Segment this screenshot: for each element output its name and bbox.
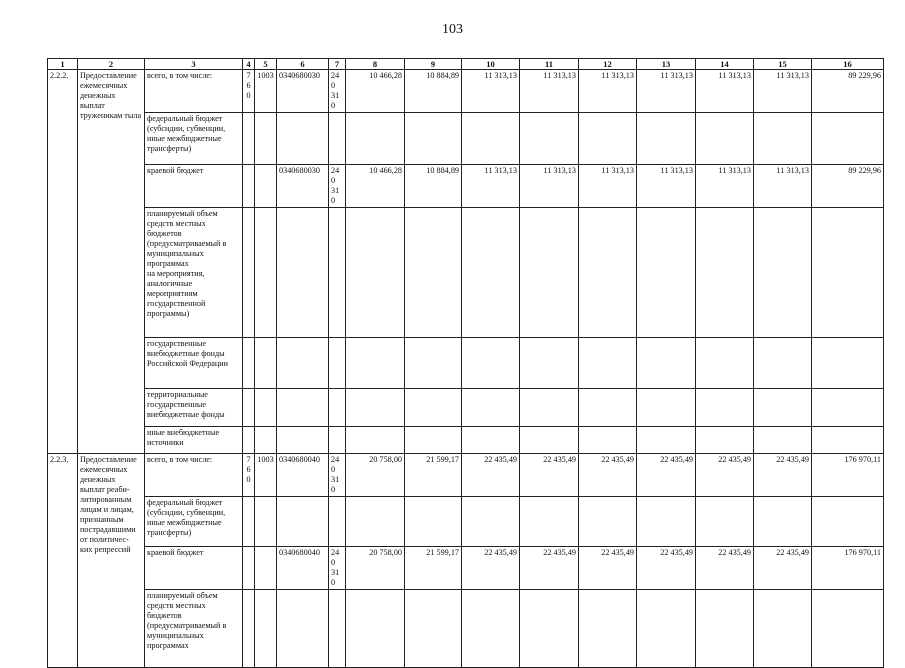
funding-source: краевой бюджет — [145, 165, 243, 208]
funding-source: иные внебюджетные источники — [145, 427, 243, 454]
funding-source: государственные внебюджетные фонды Российской Федерации — [145, 338, 243, 389]
column-header-12: 12 — [579, 59, 637, 70]
amount-cell — [812, 338, 884, 389]
target-article-code — [277, 338, 329, 389]
section-name: Предоставление ежемесячных денежных выплат труженикам тыла — [78, 70, 145, 454]
amount-cell: 11 313,13 — [462, 165, 520, 208]
amount-cell — [405, 497, 462, 547]
amount-cell — [520, 389, 579, 427]
amount-cell: 22 435,49 — [754, 454, 812, 497]
amount-cell — [812, 208, 884, 338]
funding-source: планируемый объем средств местных бюджетов (предусматриваемый в муниципальных программах на мероприятия, аналогичные мероприятиям государственной программы) — [145, 208, 243, 338]
amount-cell: 22 435,49 — [579, 454, 637, 497]
table-row — [48, 427, 884, 454]
table-row — [48, 113, 884, 165]
amount-cell — [405, 427, 462, 454]
column-header-11: 11 — [520, 59, 579, 70]
amount-cell — [462, 389, 520, 427]
amount-cell — [754, 389, 812, 427]
expense-type-code: 240 310 — [329, 165, 346, 208]
amount-cell — [346, 427, 405, 454]
amount-cell: 21 599,17 — [405, 454, 462, 497]
amount-cell — [812, 113, 884, 165]
grbs-code — [243, 165, 255, 208]
amount-cell: 22 435,49 — [462, 454, 520, 497]
amount-cell — [520, 590, 579, 668]
amount-cell — [696, 113, 754, 165]
target-article-code — [277, 113, 329, 165]
column-header-4: 4 — [243, 59, 255, 70]
amount-cell — [346, 113, 405, 165]
amount-cell — [754, 208, 812, 338]
funding-source: планируемый объем средств местных бюджетов (предусматриваемый в муниципальных программах — [145, 590, 243, 668]
amount-cell: 11 313,13 — [579, 70, 637, 113]
amount-cell — [405, 590, 462, 668]
column-header-3: 3 — [145, 59, 243, 70]
column-header-8: 8 — [346, 59, 405, 70]
grbs-code — [243, 590, 255, 668]
amount-cell — [579, 208, 637, 338]
amount-cell: 10 884,89 — [405, 70, 462, 113]
section-code: 1003 — [255, 70, 277, 113]
amount-cell: 10 466,28 — [346, 165, 405, 208]
funding-source: федеральный бюджет (субсидии, субвенции, иные межбюджетные трансферты) — [145, 497, 243, 547]
section-number: 2.2.3. — [48, 454, 78, 668]
amount-cell — [405, 389, 462, 427]
section-code — [255, 165, 277, 208]
expense-type-code: 240 310 — [329, 547, 346, 590]
amount-cell: 11 313,13 — [754, 70, 812, 113]
column-header-1: 1 — [48, 59, 78, 70]
expense-type-code — [329, 338, 346, 389]
expense-type-code — [329, 427, 346, 454]
table-row — [48, 389, 884, 427]
table-row — [48, 454, 884, 497]
amount-cell — [754, 427, 812, 454]
amount-cell: 10 466,28 — [346, 70, 405, 113]
section-code — [255, 113, 277, 165]
column-header-5: 5 — [255, 59, 277, 70]
table-row — [48, 497, 884, 547]
amount-cell: 11 313,13 — [696, 165, 754, 208]
table-row — [48, 590, 884, 668]
target-article-code — [277, 427, 329, 454]
amount-cell: 22 435,49 — [520, 547, 579, 590]
expense-type-code — [329, 389, 346, 427]
amount-cell: 176 970,11 — [812, 454, 884, 497]
funding-source: краевой бюджет — [145, 547, 243, 590]
column-header-2: 2 — [78, 59, 145, 70]
amount-cell — [754, 497, 812, 547]
section-name: Предоставление ежемесячных денежных выплат реаби- литированным лицам и лицам, признанным пострадавшими от политичес- ких репрессий — [78, 454, 145, 668]
expense-type-code — [329, 208, 346, 338]
amount-cell — [579, 590, 637, 668]
amount-cell: 20 758,00 — [346, 547, 405, 590]
amount-cell — [579, 497, 637, 547]
expense-type-code: 240 310 — [329, 454, 346, 497]
grbs-code — [243, 427, 255, 454]
funding-source: всего, в том числе: — [145, 454, 243, 497]
amount-cell — [696, 338, 754, 389]
table-body — [48, 70, 884, 668]
amount-cell — [754, 113, 812, 165]
amount-cell: 11 313,13 — [520, 165, 579, 208]
section-code — [255, 497, 277, 547]
amount-cell: 22 435,49 — [637, 547, 696, 590]
amount-cell: 22 435,49 — [462, 547, 520, 590]
amount-cell: 11 313,13 — [462, 70, 520, 113]
grbs-code — [243, 208, 255, 338]
column-header-7: 7 — [329, 59, 346, 70]
amount-cell — [812, 427, 884, 454]
amount-cell — [520, 113, 579, 165]
amount-cell — [405, 113, 462, 165]
amount-cell: 21 599,17 — [405, 547, 462, 590]
amount-cell — [405, 338, 462, 389]
amount-cell — [520, 338, 579, 389]
amount-cell — [696, 427, 754, 454]
expense-type-code — [329, 113, 346, 165]
page-number: 103 — [442, 22, 463, 37]
funding-source: всего, в том числе: — [145, 70, 243, 113]
table-row — [48, 165, 884, 208]
amount-cell — [346, 338, 405, 389]
column-header-14: 14 — [696, 59, 754, 70]
amount-cell: 11 313,13 — [696, 70, 754, 113]
amount-cell: 22 435,49 — [520, 454, 579, 497]
amount-cell — [346, 590, 405, 668]
section-code — [255, 389, 277, 427]
expense-type-code: 240 310 — [329, 70, 346, 113]
section-code — [255, 590, 277, 668]
grbs-code: 760 — [243, 454, 255, 497]
column-header-6: 6 — [277, 59, 329, 70]
column-header-13: 13 — [637, 59, 696, 70]
expense-type-code — [329, 590, 346, 668]
amount-cell — [637, 427, 696, 454]
table-row — [48, 70, 884, 113]
amount-cell — [462, 338, 520, 389]
amount-cell — [579, 338, 637, 389]
budget-table — [47, 58, 884, 668]
target-article-code: 0340680030 — [277, 70, 329, 113]
target-article-code — [277, 389, 329, 427]
target-article-code: 0340680040 — [277, 547, 329, 590]
amount-cell — [696, 208, 754, 338]
expense-type-code — [329, 497, 346, 547]
amount-cell — [462, 497, 520, 547]
target-article-code — [277, 208, 329, 338]
amount-cell — [462, 208, 520, 338]
funding-source: федеральный бюджет (субсидии, субвенции, иные межбюджетные трансферты) — [145, 113, 243, 165]
table-row — [48, 338, 884, 389]
amount-cell: 22 435,49 — [637, 454, 696, 497]
grbs-code: 760 — [243, 70, 255, 113]
amount-cell: 22 435,49 — [754, 547, 812, 590]
header-row — [48, 59, 884, 70]
amount-cell — [754, 590, 812, 668]
amount-cell: 11 313,13 — [754, 165, 812, 208]
amount-cell: 176 970,11 — [812, 547, 884, 590]
amount-cell — [346, 389, 405, 427]
amount-cell — [812, 497, 884, 547]
section-code: 1003 — [255, 454, 277, 497]
amount-cell — [696, 590, 754, 668]
amount-cell: 11 313,13 — [579, 165, 637, 208]
column-header-10: 10 — [462, 59, 520, 70]
grbs-code — [243, 338, 255, 389]
amount-cell — [637, 208, 696, 338]
amount-cell — [346, 208, 405, 338]
amount-cell: 22 435,49 — [696, 547, 754, 590]
amount-cell — [462, 427, 520, 454]
target-article-code — [277, 497, 329, 547]
amount-cell — [520, 427, 579, 454]
column-header-9: 9 — [405, 59, 462, 70]
table-row — [48, 208, 884, 338]
column-header-15: 15 — [754, 59, 812, 70]
amount-cell — [754, 338, 812, 389]
amount-cell — [462, 113, 520, 165]
amount-cell — [637, 497, 696, 547]
amount-cell — [346, 497, 405, 547]
amount-cell: 11 313,13 — [520, 70, 579, 113]
grbs-code — [243, 547, 255, 590]
section-code — [255, 208, 277, 338]
amount-cell — [579, 389, 637, 427]
amount-cell: 22 435,49 — [696, 454, 754, 497]
amount-cell — [520, 497, 579, 547]
section-code — [255, 338, 277, 389]
amount-cell — [520, 208, 579, 338]
amount-cell — [405, 208, 462, 338]
amount-cell: 11 313,13 — [637, 70, 696, 113]
amount-cell — [637, 389, 696, 427]
section-code — [255, 427, 277, 454]
amount-cell: 22 435,49 — [579, 547, 637, 590]
amount-cell — [696, 497, 754, 547]
target-article-code — [277, 590, 329, 668]
amount-cell: 11 313,13 — [637, 165, 696, 208]
amount-cell — [462, 590, 520, 668]
target-article-code: 0340680030 — [277, 165, 329, 208]
amount-cell — [812, 590, 884, 668]
amount-cell: 20 758,00 — [346, 454, 405, 497]
amount-cell — [637, 590, 696, 668]
amount-cell — [696, 389, 754, 427]
amount-cell — [579, 113, 637, 165]
amount-cell — [637, 113, 696, 165]
target-article-code: 0340680040 — [277, 454, 329, 497]
grbs-code — [243, 497, 255, 547]
grbs-code — [243, 389, 255, 427]
grbs-code — [243, 113, 255, 165]
section-code — [255, 547, 277, 590]
amount-cell — [637, 338, 696, 389]
table-row — [48, 547, 884, 590]
section-number: 2.2.2. — [48, 70, 78, 454]
amount-cell — [812, 389, 884, 427]
amount-cell: 10 884,89 — [405, 165, 462, 208]
amount-cell: 89 229,96 — [812, 165, 884, 208]
column-header-16: 16 — [812, 59, 884, 70]
funding-source: территориальные государственные внебюджетные фонды — [145, 389, 243, 427]
amount-cell: 89 229,96 — [812, 70, 884, 113]
amount-cell — [579, 427, 637, 454]
